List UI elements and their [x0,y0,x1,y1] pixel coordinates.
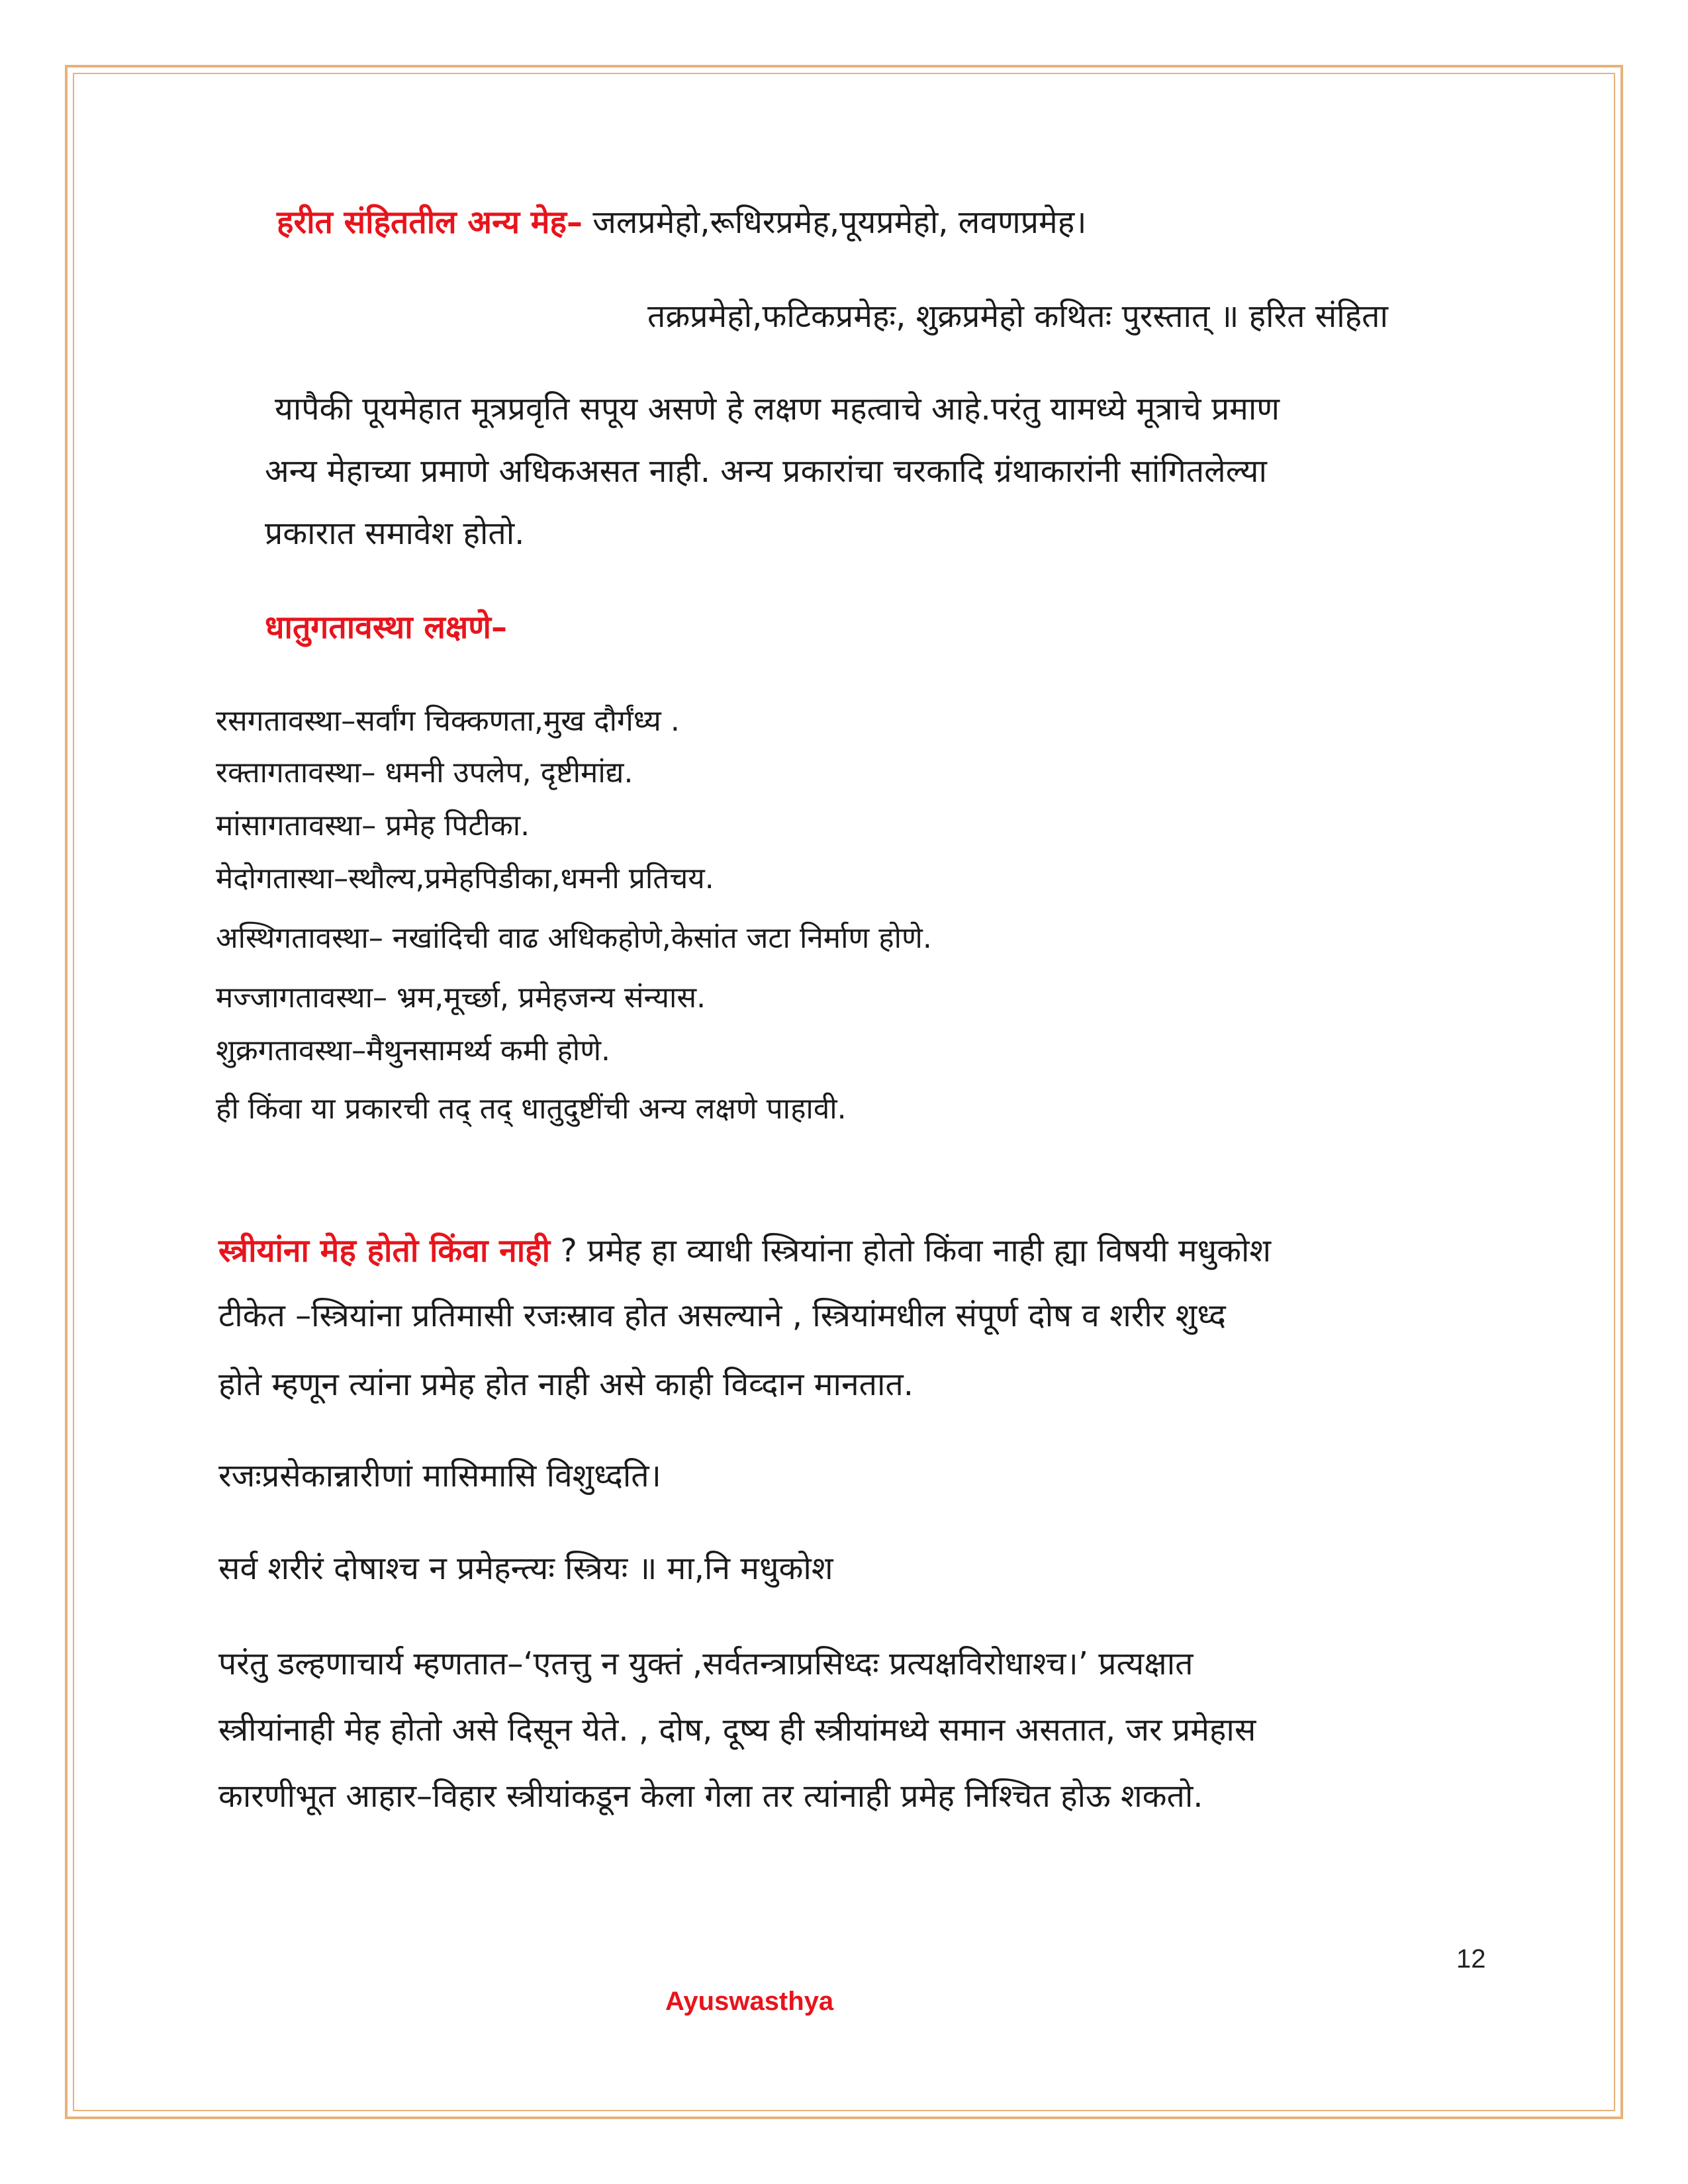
harit-samhita-line [277,203,1086,242]
dhatugata-item: अस्थिगतावस्था– नखांदिची वाढ अधिकहोणे,केसांत जटा निर्माण होणे. [216,921,932,955]
paragraph-line: अन्य मेहाच्या प्रमाणे अधिकअसत नाही. अन्य प्रकारांचा चरकादि ग्रंथाकारांनी सांगितलेल्या [265,453,1267,490]
stri-meha-line2: टीकेत –स्त्रियांना प्रतिमासी रजःस्राव होत असल्याने , स्त्रियांमधील संपूर्ण दोष व शरीर शुध्द [218,1297,1226,1334]
dalhana-line: परंतु डल्हणाचार्य म्हणतात–‘एतत्तु न युक्तं ,सर्वतन्त्राप्रसिध्दः प्रत्यक्षविरोधाश्च।’ प्रत्यक्षात [218,1645,1194,1682]
stri-meha-heading: स्त्रीयांना मेह होतो किंवा नाही [218,1232,551,1269]
harit-samhita-heading: हरीत संहिततील अन्य मेह– [277,204,583,241]
dalhana-line: कारणीभूत आहार–विहार स्त्रीयांकडून केला गेला तर त्यांनाही प्रमेह निश्चित होऊ शकतो. [218,1778,1203,1815]
harit-samhita-verse: तक्रप्रमेहो,फटिकप्रमेहः, शुक्रप्रमेहो कथितः पुरस्तात् ॥ हरित संहिता [647,298,1388,335]
page-number: 12 [1456,1944,1486,1974]
dhatugata-item: रक्तागतावस्था– धमनी उपलेप, दृष्टीमांद्य. [216,756,633,790]
madhukosh-verse-2: सर्व शरीरं दोषाश्च न प्रमेहन्त्यः स्त्रियः ॥ मा,नि मधुकोश [218,1550,833,1587]
paragraph-line: यापैकी पूयमेहात मूत्रप्रवृति सपूय असणे हे लक्षण महत्वाचे आहे.परंतु यामध्ये मूत्राचे प्रमाण [275,390,1280,428]
footer-title: Ayuswasthya [665,1987,834,2016]
dhatugata-item: मेदोगतास्था–स्थौल्य,प्रमेहपिडीका,धमनी प्रतिचय. [216,862,714,895]
stri-meha-line3: होते म्हणून त्यांना प्रमेह होत नाही असे काही विव्दान मानतात. [218,1366,914,1403]
dalhana-line: स्त्रीयांनाही मेह होतो असे दिसून येते. , दोष, दूष्य ही स्त्रीयांमध्ये समान असतात, जर प्रमेहास [218,1711,1256,1749]
dhatugata-heading: धातुगतावस्था लक्षणे– [265,609,508,646]
stri-meha-line [218,1231,1271,1271]
harit-samhita-text: जलप्रमेहो,रूधिरप्रमेह,पूयप्रमेहो, लवणप्रमेह। [582,204,1087,241]
dhatugata-item: रसगतावस्था–सर्वांग चिक्कणता,मुख दौर्गंध्य . [216,704,680,738]
dhatugata-item: शुक्रगतावस्था–मैथुनसामर्थ्य कमी होणे. [216,1034,611,1068]
dhatugata-item: मांसागतावस्था– प्रमेह पिटीका. [216,809,530,842]
dhatugata-item: ही किंवा या प्रकारची तद् तद् धातुदुष्टींची अन्य लक्षणे पाहावी. [216,1092,847,1126]
paragraph-line: प्रकारात समावेश होतो. [265,515,525,552]
dhatugata-item: मज्जागतावस्था– भ्रम,मूर्च्छा, प्रमेहजन्य संन्यास. [216,981,706,1015]
stri-meha-text: ? प्रमेह हा व्याधी स्त्रियांना होतो किंवा नाही ह्या विषयी मधुकोश [550,1232,1272,1269]
madhukosh-verse-1: रजःप्रसेकान्नारीणां मासिमासि विशुध्दति। [218,1457,661,1494]
